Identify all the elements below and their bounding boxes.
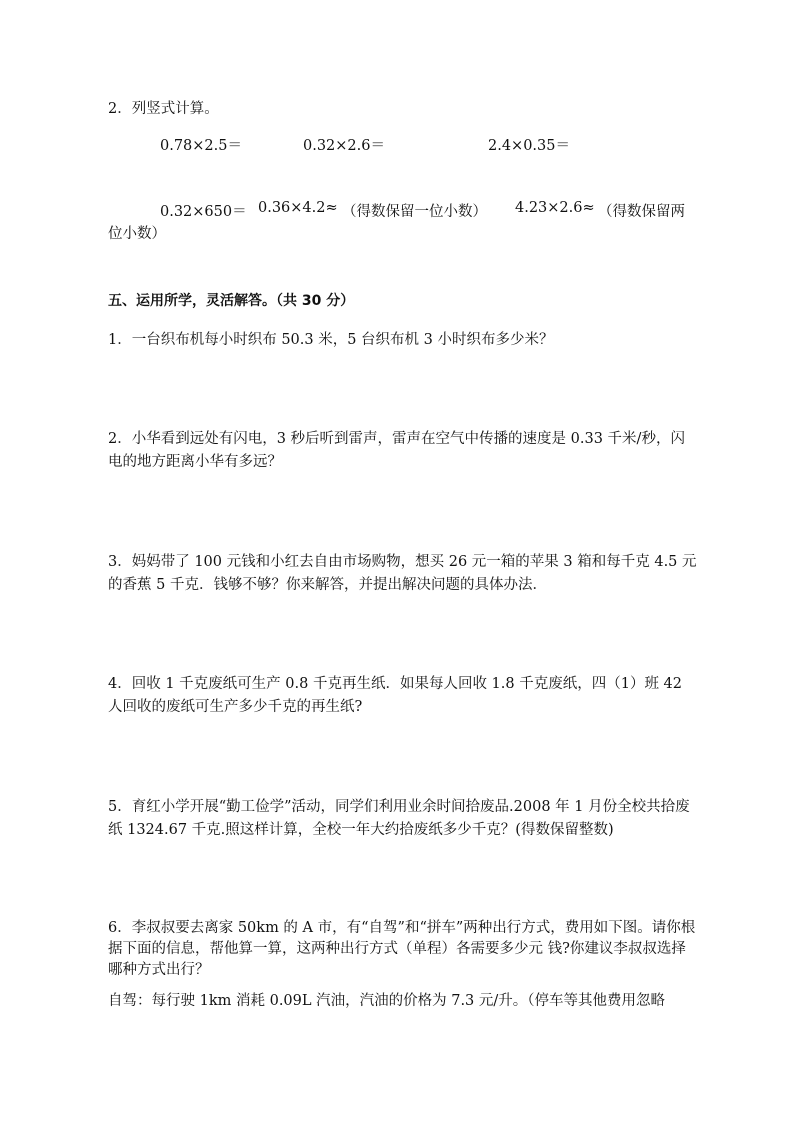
calc-expression: 0.36×4.2≈ — [258, 200, 338, 216]
problem-6: 6．李叔叔要去离家 50km 的 A 市，有“自驾”和“拼车”两种出行方式，费用如下图。请你根据下面的信息，帮他算一算，这两种出行方式（单程）各需要多少元 钱?你建议李叔叔选择哪种方式出行？ — [108, 920, 696, 978]
problem-5: 5．育红小学开展“勤工俭学”活动，同学们利用业余时间拾废品.2008 年 1 月份全校共拾废纸 1324.67 千克.照这样计算，全校一年大约拾废纸多少千克？(得数保留整数) — [108, 799, 690, 838]
problem-3: 3．妈妈带了 100 元钱和小红去自由市场购物，想买 26 元一箱的苹果 3 箱和每千克 4.5 元的香蕉 5 千克．钱够不够？你来解答，并提出解决问题的具体办法． — [108, 554, 697, 593]
problem-2: 2．小华看到远处有闪电，3 秒后听到雷声，雷声在空气中传播的速度是 0.33 千米/秒，闪电的地方距离小华有多远？ — [108, 431, 685, 470]
calc-note: （得数保留一位小数） — [342, 204, 487, 220]
calc-expression: 0.32×650＝ — [160, 204, 247, 220]
self-drive-info: 自驾：每行驶 1km 消耗 0.09L 汽油，汽油的价格为 7.3 元/升。（停车等其他费用忽略 — [108, 993, 666, 1009]
problem-1: 1．一台织布机每小时织布 50.3 米，5 台织布机 3 小时织布多少米？ — [108, 332, 554, 348]
section-heading: 五、运用所学，灵活解答。（共 30 分） — [108, 293, 355, 309]
calc-note-continued: 位小数） — [108, 226, 166, 242]
calc-section-title: 2．列竖式计算。 — [108, 101, 219, 117]
calc-expression: 2.4×0.35＝ — [488, 138, 570, 154]
problem-4: 4．回收 1 千克废纸可生产 0.8 千克再生纸．如果每人回收 1.8 千克废纸，四（1）班 42 人回收的废纸可生产多少千克的再生纸? — [108, 676, 683, 715]
calc-expression: 0.32×2.6＝ — [303, 138, 385, 154]
calc-expression: 0.78×2.5＝ — [160, 138, 242, 154]
calc-note: （得数保留两 — [598, 204, 685, 220]
calc-expression: 4.23×2.6≈ — [515, 200, 595, 216]
